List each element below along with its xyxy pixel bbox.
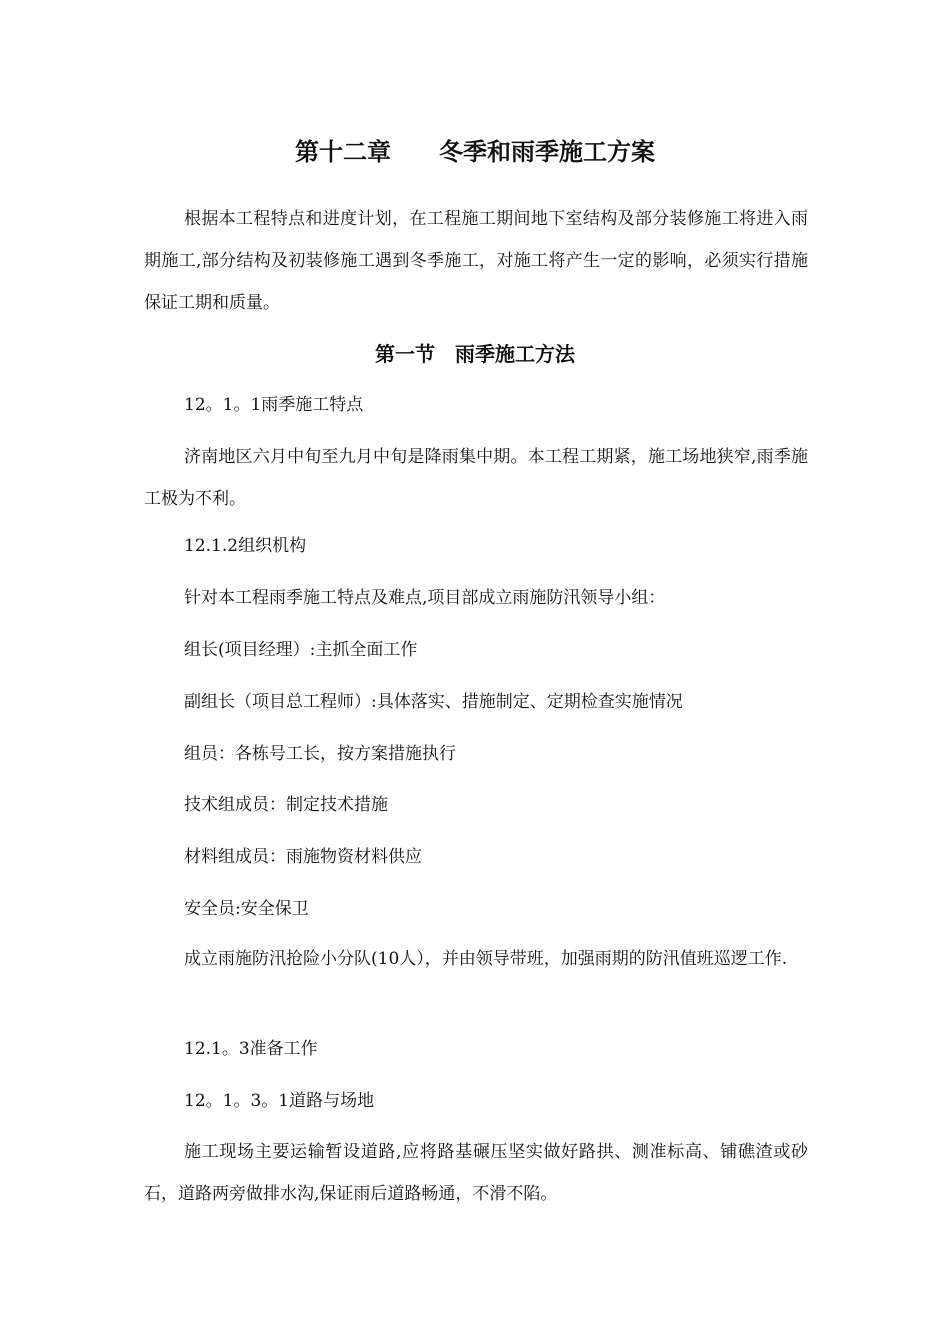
roads-paragraph: 施工现场主要运输暂设道路,应将路基碾压坚实做好路拱、测准标高、铺礁渣或砂石，道路两旁做排水沟,保证雨后道路畅通，不滑不陷。	[144, 1142, 808, 1204]
role-deputy-line: 副组长（项目总工程师）:具体落实、措施制定、定期检查实施情况	[184, 692, 683, 712]
heading-12-1-2: 12.1.2组织机构	[184, 536, 307, 556]
heading-12-1-3-1: 12。1。3。1道路与场地	[184, 1091, 375, 1111]
section-title: 第一节 雨季施工方法	[375, 342, 575, 366]
heading-12-1-1: 12。1。1雨季施工特点	[184, 395, 364, 415]
rain-features-paragraph: 济南地区六月中旬至九月中旬是降雨集中期。本工程工期紧，施工场地狭窄,雨季施工极为不利。	[144, 447, 808, 509]
role-leader-line: 组长(项目经理）:主抓全面工作	[184, 640, 418, 660]
role-safety-line: 安全员:安全保卫	[184, 899, 309, 919]
role-member-line: 组员：各栋号工长，按方案措施执行	[184, 744, 456, 764]
heading-12-1-3: 12.1。3准备工作	[184, 1039, 318, 1059]
role-material-line: 材料组成员：雨施物资材料供应	[184, 847, 422, 867]
chapter-title: 第十二章 冬季和雨季施工方案	[295, 138, 655, 166]
intro-paragraph: 根据本工程特点和进度计划，在工程施工期间地下室结构及部分装修施工将进入雨期施工,部分结构及初装修施工遇到冬季施工，对施工将产生一定的影响，必须实行措施保证工期和质量。	[144, 209, 808, 313]
role-tech-line: 技术组成员：制定技术措施	[184, 795, 388, 815]
rescue-team-paragraph: 成立雨施防汛抢险小分队(10人），并由领导带班，加强雨期的防汛值班巡逻工作.	[184, 949, 788, 969]
org-intro-line: 针对本工程雨季施工特点及难点,项目部成立雨施防汛领导小组：	[184, 588, 666, 608]
